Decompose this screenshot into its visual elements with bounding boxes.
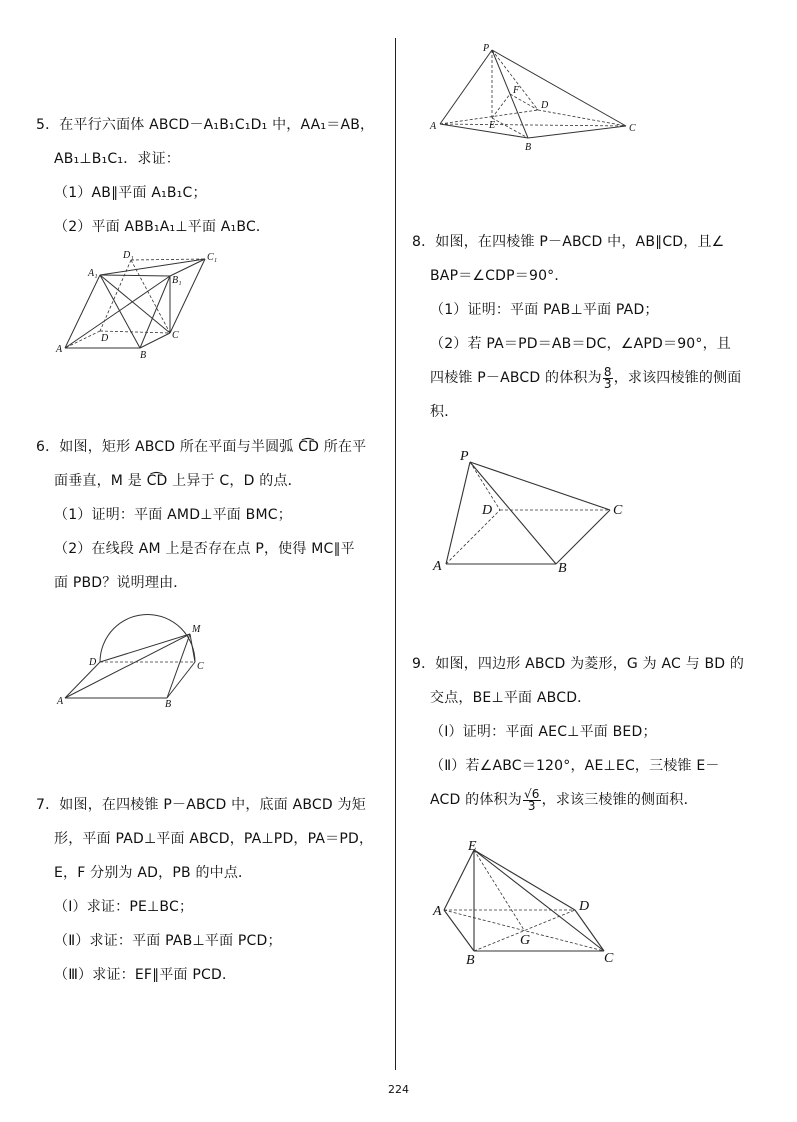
label-D: D: [89, 657, 97, 668]
problem-5: [36, 108, 374, 244]
problem-6-q2: （2）在线段 AM 上是否存在点 P，使得 MC∥平: [54, 541, 355, 557]
label-B: B: [165, 699, 172, 710]
problem-8-line2: BAP＝∠CDP＝90°．: [430, 268, 569, 284]
figure-rhombus-pyramid: [432, 838, 622, 968]
problem-8-q2b-pre: 四棱锥 P－ABCD 的体积为: [430, 370, 602, 386]
figure-pyramid-pabcd: [430, 442, 630, 577]
problem-9-q2b: [412, 783, 744, 817]
problem-8-line1: 8．如图，在四棱锥 P－ABCD 中，AB∥CD，且∠: [412, 234, 725, 250]
page-number: 224: [388, 1083, 409, 1096]
problem-5-line1: 5．在平行六面体 ABCD－A₁B₁C₁D₁ 中，AA₁＝AB，: [36, 117, 375, 133]
problem-9-q1: （Ⅰ）证明：平面 AEC⊥平面 BED；: [430, 724, 657, 740]
fraction-denominator: 3: [527, 798, 536, 813]
label-B1: B₁: [172, 275, 182, 286]
label-B: B: [140, 350, 147, 361]
label-A: A: [433, 559, 442, 574]
problem-7-q3: （Ⅲ）求证：EF∥平面 PCD．: [54, 967, 237, 983]
label-A: A: [57, 696, 64, 707]
problem-7-q2: （Ⅱ）求证：平面 PAB⊥平面 PCD；: [54, 933, 282, 949]
label-C1: C₁: [207, 252, 218, 263]
label-A: A: [430, 121, 437, 132]
problem-9-q2: （Ⅱ）若∠ABC＝120°，AE⊥EC，三棱锥 E－: [430, 758, 720, 774]
label-C: C: [629, 123, 636, 134]
figure-semicircle: [55, 610, 220, 710]
problem-7-line1: 7．如图，在四棱锥 P－ABCD 中，底面 ABCD 为矩: [36, 797, 366, 813]
label-D: D: [101, 333, 109, 344]
problem-8-q2b: [412, 361, 742, 395]
volume-fraction: [603, 364, 613, 391]
problem-6: [36, 430, 366, 600]
column-divider: [395, 38, 396, 1070]
label-C: C: [197, 661, 204, 672]
problem-8-q1: （1）证明：平面 PAB⊥平面 PAD；: [430, 302, 659, 318]
label-F: F: [513, 85, 520, 96]
label-D: D: [541, 100, 549, 111]
label-E: E: [489, 120, 496, 131]
label-D: D: [482, 503, 493, 518]
label-D1: D₁: [123, 250, 134, 261]
problem-9-line2: 交点，BE⊥平面 ABCD．: [430, 690, 592, 706]
problem-6-q2b: 面 PBD？说明理由．: [54, 575, 188, 591]
problem-8: [412, 225, 742, 429]
problem-9-q2b-pre: ACD 的体积为: [430, 792, 522, 808]
label-C: C: [604, 951, 614, 966]
figure-pyramid-pe: [428, 40, 643, 155]
label-A: A: [433, 904, 442, 919]
problem-9-q2b-post: ，求该三棱锥的侧面积．: [541, 792, 698, 808]
label-A: A: [56, 344, 63, 355]
label-C: C: [172, 330, 179, 341]
label-E: E: [468, 839, 477, 854]
label-D: D: [579, 899, 590, 914]
label-B: B: [525, 142, 532, 153]
figure-parallelepiped: [55, 248, 230, 363]
label-P: P: [460, 449, 469, 464]
problem-5-line2: AB₁⊥B₁C₁．求证：: [54, 151, 180, 167]
fraction-numerator: √6: [523, 786, 540, 801]
problem-8-q2: （2）若 PA＝PD＝AB＝DC，∠APD＝90°，且: [430, 336, 732, 352]
label-B: B: [558, 561, 567, 576]
fraction-numerator: 8: [603, 364, 612, 379]
problem-8-q2c: 积．: [430, 404, 459, 420]
label-A1: A₁: [88, 268, 98, 279]
problem-7-line3: E，F 分别为 AD，PB 的中点．: [54, 865, 253, 881]
problem-9: [412, 647, 744, 817]
problem-5-q1: （1）AB∥平面 A₁B₁C；: [54, 185, 207, 201]
label-M: M: [192, 624, 201, 635]
problem-9-line1: 9．如图，四边形 ABCD 为菱形，G 为 AC 与 BD 的: [412, 656, 745, 672]
label-C: C: [613, 503, 623, 518]
volume-fraction: [523, 786, 541, 813]
label-B: B: [466, 953, 475, 968]
label-G: G: [520, 933, 531, 948]
problem-7: [36, 788, 373, 992]
label-P: P: [483, 43, 490, 54]
problem-8-q2b-post: ，求该四棱锥的侧面: [613, 370, 742, 386]
problem-6-line2: 面垂直，M 是 C͡D 上异于 C，D 的点．: [54, 473, 302, 489]
fraction-denominator: 3: [603, 376, 612, 391]
problem-7-line2: 形，平面 PAD⊥平面 ABCD，PA⊥PD，PA＝PD，: [54, 831, 374, 847]
problem-6-line1: 6．如图，矩形 ABCD 所在平面与半圆弧 C͡D 所在平: [36, 439, 367, 455]
problem-5-q2: （2）平面 ABB₁A₁⊥平面 A₁BC．: [54, 219, 271, 235]
problem-7-q1: （Ⅰ）求证：PE⊥BC；: [54, 899, 194, 915]
problem-6-q1: （1）证明：平面 AMD⊥平面 BMC；: [54, 507, 292, 523]
